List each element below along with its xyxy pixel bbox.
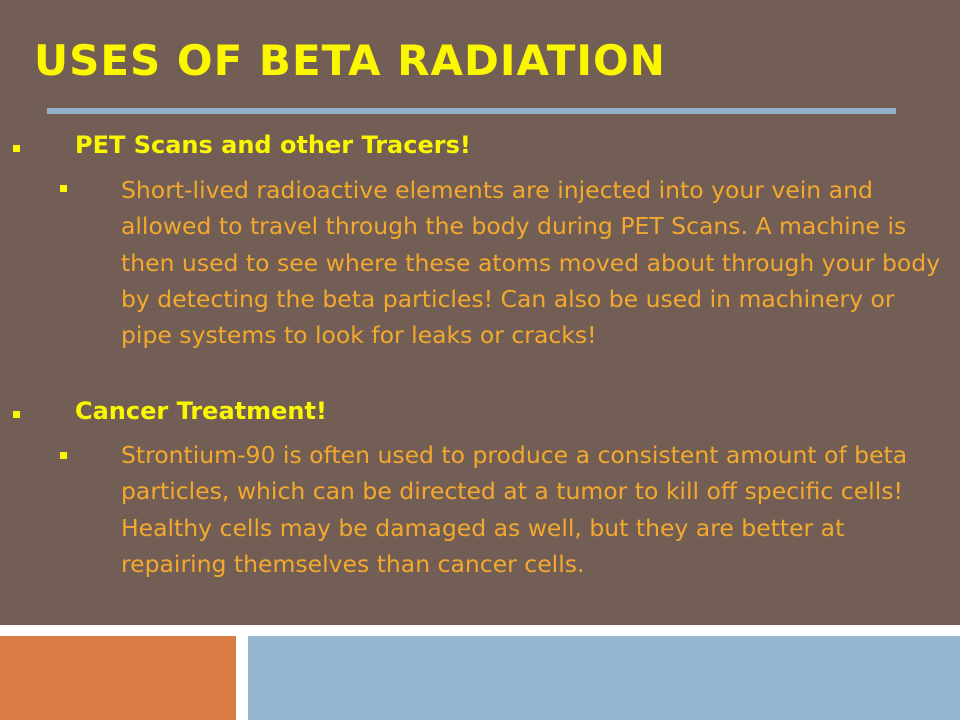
- footer-blue-block: [248, 636, 960, 720]
- bullet-square-icon: [13, 411, 20, 418]
- section-body-pet-scans: Short-lived radioactive elements are injected into your vein and allowed to travel through the body during PET Scans. A machine is then used to see where these atoms moved about through your body by detecting the beta particles! Can also be used in machinery or pipe systems to look for leaks or cracks!: [121, 176, 941, 350]
- bullet-square-icon: [13, 145, 20, 152]
- bullet-square-icon: [60, 452, 67, 459]
- slide-title: USES OF BETA RADIATION: [34, 36, 666, 85]
- section-heading-pet-scans: PET Scans and other Tracers!: [75, 131, 471, 159]
- section-body-cancer-treatment: Strontium-90 is often used to produce a consistent amount of beta particles, which can be directed at a tumor to kill off specific cells! Healthy cells may be damaged as well, but they are better at repairing themselves than cancer cells.: [121, 441, 908, 578]
- bullet-square-icon: [60, 185, 67, 192]
- title-divider: [47, 108, 896, 114]
- footer-orange-block: [0, 636, 236, 720]
- section-heading-cancer-treatment: Cancer Treatment!: [75, 397, 327, 425]
